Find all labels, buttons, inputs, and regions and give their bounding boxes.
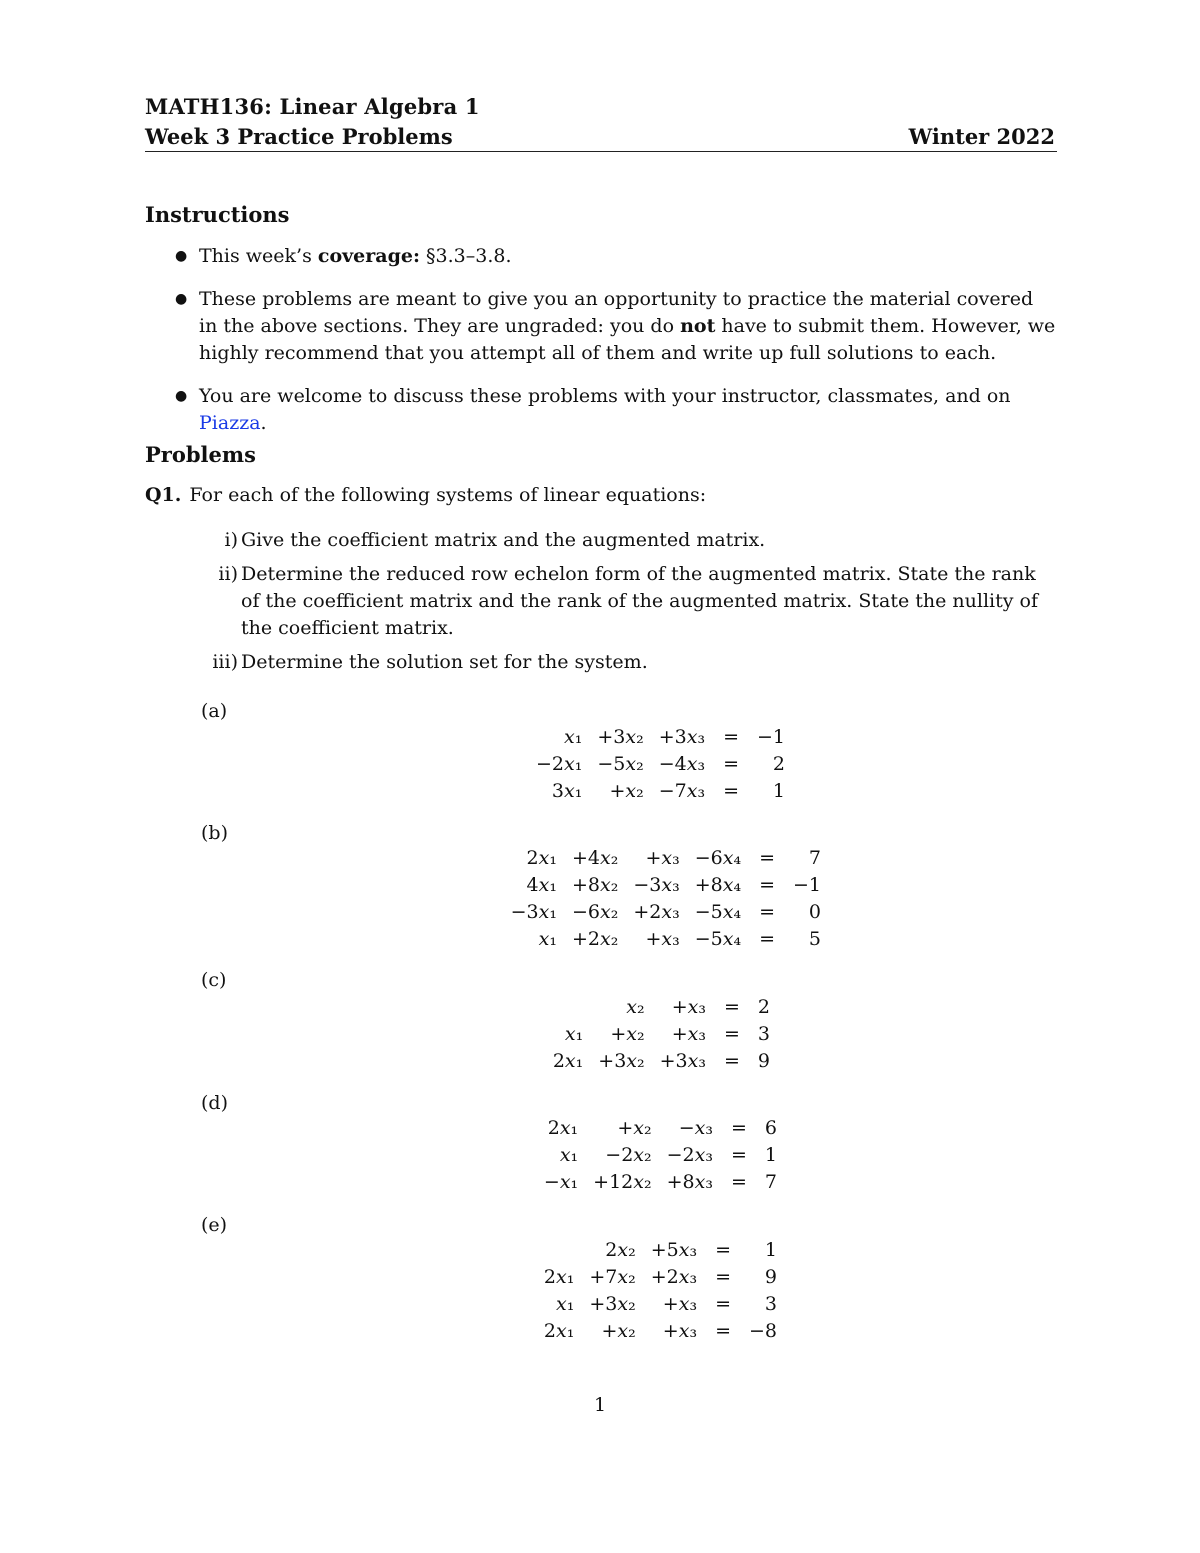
equation-row bbox=[544, 1115, 777, 1142]
header-subtitle-row bbox=[145, 124, 1055, 149]
equation-rhs: 1 bbox=[764, 1144, 777, 1166]
question-part bbox=[196, 527, 1056, 554]
equation-term: +x₃ bbox=[671, 996, 706, 1018]
equation-term: +4x₂ bbox=[571, 847, 619, 869]
question-parts bbox=[196, 527, 1056, 676]
equals-sign: = bbox=[759, 901, 775, 923]
equation-term: 4x₁ bbox=[526, 874, 557, 896]
instructions-list bbox=[172, 243, 1057, 437]
equation-term: −x₃ bbox=[678, 1117, 713, 1139]
equation-row bbox=[536, 724, 785, 751]
equation-system bbox=[544, 1115, 777, 1196]
equals-sign: = bbox=[715, 1320, 731, 1342]
instructions-heading: Instructions bbox=[145, 202, 290, 227]
equation-system bbox=[536, 724, 785, 805]
equation-term bbox=[544, 1237, 574, 1264]
equals-sign: = bbox=[759, 847, 775, 869]
instruction-item: ● You are welcome to discuss these problems with your instructor, classmates, and on Piazza. bbox=[175, 385, 1011, 434]
part-number: iii) bbox=[212, 651, 238, 673]
instruction-item: ● This week’s coverage: §3.3–3.8. bbox=[172, 243, 1057, 270]
equation-rhs: 3 bbox=[764, 1293, 777, 1315]
equation-row bbox=[511, 926, 821, 953]
equation-row bbox=[544, 1237, 777, 1264]
equation-rhs: 5 bbox=[808, 928, 821, 950]
equation-row bbox=[536, 778, 785, 805]
equation-term: −7x₃ bbox=[658, 780, 706, 802]
equals-sign: = bbox=[723, 780, 739, 802]
equation-row bbox=[544, 1318, 777, 1345]
page-number: 1 bbox=[593, 1394, 607, 1416]
part-text: Determine the solution set for the system. bbox=[241, 651, 648, 673]
equation-term: +3x₂ bbox=[598, 1050, 645, 1072]
equation-term: +x₂ bbox=[610, 1023, 645, 1045]
equation-term: +8x₃ bbox=[666, 1171, 713, 1193]
equals-sign: = bbox=[723, 996, 740, 1018]
equals-sign: = bbox=[715, 1293, 731, 1315]
equation-row bbox=[553, 1048, 770, 1075]
equation-rhs: 7 bbox=[808, 847, 821, 869]
equation-term: 2x₂ bbox=[605, 1239, 636, 1261]
equation-rhs: 1 bbox=[764, 1239, 777, 1261]
equation-rhs: 6 bbox=[764, 1117, 777, 1139]
equation-row bbox=[544, 1291, 777, 1318]
equation-term: +7x₂ bbox=[589, 1266, 636, 1288]
equation-rhs: 3 bbox=[757, 1023, 770, 1045]
equals-sign: = bbox=[730, 1117, 747, 1139]
equals-sign: = bbox=[715, 1239, 731, 1261]
equation-term: x₁ bbox=[559, 1144, 579, 1166]
equation-term: +x₂ bbox=[609, 780, 644, 802]
equation-rhs: 1 bbox=[772, 780, 785, 802]
part-text: Determine the reduced row echelon form of the augmented matrix. State the rank of the coefficient matrix and the rank of the augmented matrix. State the nullity of the coefficient matrix. bbox=[241, 563, 1038, 639]
equation-term: x₁ bbox=[564, 1023, 584, 1045]
equation-term: +3x₃ bbox=[658, 726, 706, 748]
equation-term: +3x₂ bbox=[589, 1293, 636, 1315]
equation-row bbox=[511, 899, 821, 926]
equation-term: −5x₄ bbox=[694, 928, 742, 950]
instruction-item: ● These problems are meant to give you an opportunity to practice the material covered in the above sections. They are ungraded: you do not have to submit them. However, we highly recommend that you attempt all of them and write up full solutions to each. bbox=[175, 288, 1056, 364]
equation-row bbox=[544, 1142, 777, 1169]
equation-term: −2x₃ bbox=[666, 1144, 713, 1166]
equals-sign: = bbox=[715, 1266, 731, 1288]
equation-term bbox=[553, 994, 583, 1021]
equation-system bbox=[544, 1237, 777, 1345]
term-label: Winter 2022 bbox=[908, 124, 1055, 149]
equation-term: +3x₂ bbox=[597, 726, 644, 748]
bullet-icon: ● bbox=[175, 388, 188, 404]
equation-term: −3x₃ bbox=[633, 874, 680, 896]
equation-term: −3x₁ bbox=[510, 901, 557, 923]
system-label: (e) bbox=[201, 1214, 228, 1236]
part-number: ii) bbox=[218, 563, 238, 585]
equation-term: 2x₁ bbox=[543, 1266, 575, 1288]
equation-term: x₁ bbox=[538, 928, 557, 950]
equation-rhs: −1 bbox=[756, 726, 785, 748]
equation-row bbox=[553, 994, 770, 1021]
question-text: For each of the following systems of linear equations: bbox=[189, 484, 707, 506]
question-part bbox=[196, 561, 1056, 642]
equation-term: 2x₁ bbox=[526, 847, 557, 869]
equation-rhs: 9 bbox=[757, 1050, 770, 1072]
equation-term: +2x₃ bbox=[633, 901, 680, 923]
system-label: (d) bbox=[201, 1092, 228, 1114]
equation-term: +5x₃ bbox=[650, 1239, 698, 1261]
bullet-icon: ● bbox=[175, 248, 188, 264]
question-label: Q1. bbox=[145, 484, 182, 506]
equation-term: x₁ bbox=[556, 1293, 575, 1315]
equation-term: +2x₂ bbox=[571, 928, 619, 950]
system-label: (a) bbox=[201, 700, 228, 722]
piazza-link[interactable]: Piazza bbox=[199, 412, 261, 434]
equation-term: +3x₃ bbox=[659, 1050, 706, 1072]
equation-row bbox=[544, 1264, 777, 1291]
equation-term: +x₂ bbox=[617, 1117, 652, 1139]
bullet-icon: ● bbox=[175, 291, 188, 307]
system-label: (b) bbox=[201, 822, 228, 844]
part-text: Give the coefficient matrix and the augmented matrix. bbox=[241, 529, 766, 551]
equation-row bbox=[511, 872, 821, 899]
equation-rhs: 2 bbox=[772, 753, 785, 775]
equation-system bbox=[511, 845, 821, 953]
header-rule bbox=[145, 151, 1057, 152]
equation-rhs: 7 bbox=[764, 1171, 777, 1193]
equation-term: −5x₄ bbox=[694, 901, 742, 923]
equation-term: +8x₂ bbox=[571, 874, 619, 896]
equals-sign: = bbox=[730, 1144, 747, 1166]
equation-term: +12x₂ bbox=[593, 1171, 652, 1193]
equation-term: −x₁ bbox=[543, 1171, 579, 1193]
equals-sign: = bbox=[723, 753, 739, 775]
equation-term: +2x₃ bbox=[650, 1266, 698, 1288]
equation-term: 3x₁ bbox=[551, 780, 583, 802]
equation-term: −5x₂ bbox=[597, 753, 644, 775]
equation-term: 2x₁ bbox=[552, 1050, 584, 1072]
equals-sign: = bbox=[723, 1023, 740, 1045]
equals-sign: = bbox=[759, 928, 775, 950]
equation-row bbox=[511, 845, 821, 872]
equation-term: x₂ bbox=[626, 996, 645, 1018]
equals-sign: = bbox=[723, 726, 739, 748]
equation-rhs: 0 bbox=[808, 901, 821, 923]
equation-term: −2x₂ bbox=[605, 1144, 652, 1166]
question-part bbox=[196, 649, 1056, 676]
equation-term: 2x₁ bbox=[547, 1117, 579, 1139]
equation-term: +x₃ bbox=[645, 847, 680, 869]
equation-term: +8x₄ bbox=[694, 874, 742, 896]
worksheet-title: Week 3 Practice Problems bbox=[145, 124, 453, 149]
equals-sign: = bbox=[723, 1050, 740, 1072]
equation-system bbox=[553, 994, 770, 1075]
problems-heading: Problems bbox=[145, 442, 256, 467]
equation-row bbox=[553, 1021, 770, 1048]
equation-term: −6x₂ bbox=[571, 901, 619, 923]
equation-term: −2x₁ bbox=[535, 753, 583, 775]
equals-sign: = bbox=[759, 874, 775, 896]
equals-sign: = bbox=[730, 1171, 747, 1193]
equation-term: +x₃ bbox=[645, 928, 680, 950]
equation-term: +x₃ bbox=[671, 1023, 706, 1045]
equation-term: x₁ bbox=[564, 726, 583, 748]
equation-term: +x₂ bbox=[601, 1320, 636, 1342]
course-title: MATH136: Linear Algebra 1 bbox=[145, 94, 480, 119]
system-label: (c) bbox=[201, 969, 227, 991]
equation-rhs: 9 bbox=[764, 1266, 777, 1288]
question-1 bbox=[145, 482, 706, 509]
equation-rhs: −8 bbox=[748, 1320, 777, 1342]
equation-row bbox=[544, 1169, 777, 1196]
equation-term: +x₃ bbox=[662, 1320, 698, 1342]
equation-rhs: 2 bbox=[757, 996, 770, 1018]
equation-term: −4x₃ bbox=[658, 753, 706, 775]
equation-rhs: −1 bbox=[792, 874, 821, 896]
equation-row bbox=[536, 751, 785, 778]
equation-term: 2x₁ bbox=[543, 1320, 575, 1342]
part-number: i) bbox=[224, 529, 238, 551]
equation-term: +x₃ bbox=[662, 1293, 698, 1315]
equation-term: −6x₄ bbox=[694, 847, 742, 869]
